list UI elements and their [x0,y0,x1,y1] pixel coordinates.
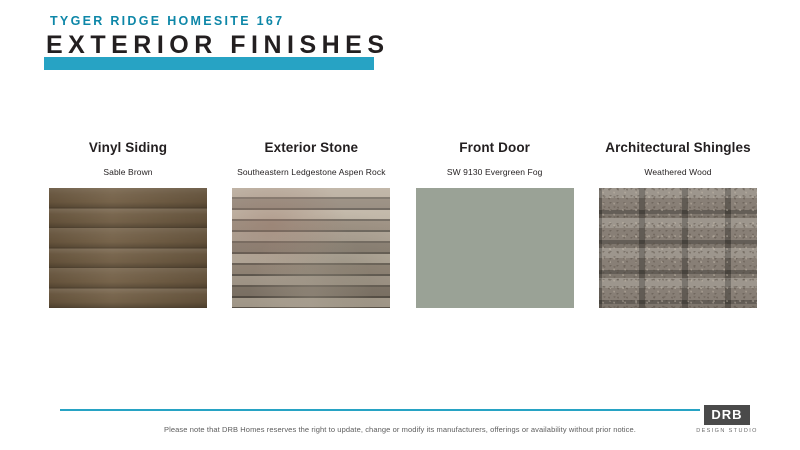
finish-title: Exterior Stone [264,140,359,155]
finish-selection: Southeastern Ledgestone Aspen Rock [237,167,386,177]
finish-selection: Weathered Wood [644,167,712,177]
stone-color-variation [232,188,390,308]
vinyl-siding-swatch [49,188,207,308]
finish-card-vinyl-siding [40,140,216,308]
finish-card-front-door [407,140,583,308]
page-title: EXTERIOR FINISHES [46,31,390,59]
finish-card-exterior-stone [223,140,399,308]
drb-logo [696,405,758,434]
homesite-kicker: TYGER RIDGE HOMESITE 167 [50,14,285,28]
shingle-granule-speckle [599,188,757,308]
exterior-stone-swatch [232,188,390,308]
finish-title: Vinyl Siding [88,140,168,155]
footer-divider [60,409,700,411]
finish-card-list [40,140,766,308]
finish-card-architectural-shingles [590,140,766,308]
drb-logo-mark: DRB [704,405,749,425]
finish-selection: Sable Brown [103,167,153,177]
disclaimer-text: Please note that DRB Homes reserves the right to update, change or modify its manufacturers, offerings or availability without prior notice. [163,425,636,434]
header [44,14,390,60]
front-door-swatch [416,188,574,308]
drb-logo-subtitle: DESIGN STUDIO [696,428,758,434]
finish-selection: SW 9130 Evergreen Fog [446,167,543,177]
finish-title: Architectural Shingles [605,140,751,155]
architectural-shingles-swatch [599,188,757,308]
finish-title: Front Door [459,140,531,155]
page-title-wrap [44,31,390,60]
